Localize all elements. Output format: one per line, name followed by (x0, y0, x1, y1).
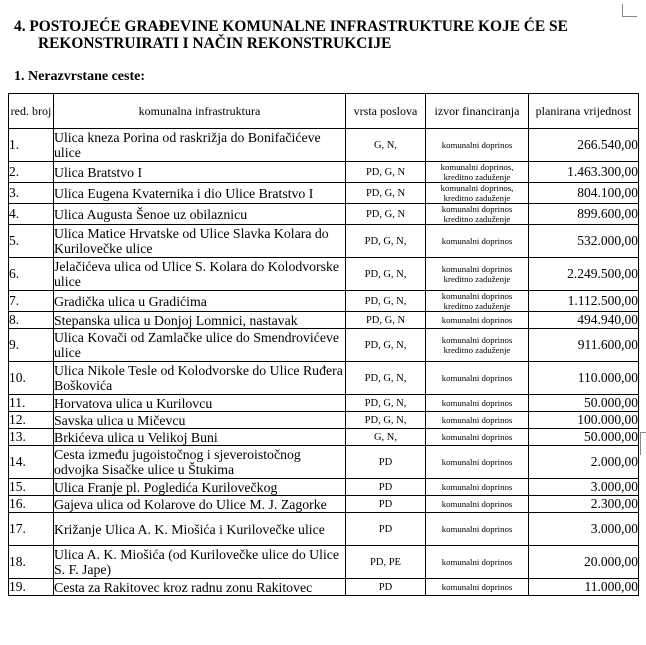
planned-value: 20.000,00 (529, 546, 639, 579)
infrastructure-name: Ulica Augusta Šenoe uz obilaznicu (54, 204, 346, 225)
infrastructure-name: Jelačićeva ulica od Ulice S. Kolara do Kolodvorske ulice (54, 258, 346, 291)
planned-value: 1.463.300,00 (529, 162, 639, 183)
row-number: 4. (9, 204, 54, 225)
row-number: 1. (9, 129, 54, 162)
work-type: PD, G, N, (346, 329, 426, 362)
table-row (9, 579, 639, 596)
funding-source: komunalni doprinos, kreditno zaduženje (426, 162, 529, 183)
row-number: 5. (9, 225, 54, 258)
funding-source: komunalni doprinos (426, 546, 529, 579)
infrastructure-name: Cesta između jugoistočnog i sjeveroistočnog odvojka Sisačke ulice u Štukima (54, 446, 346, 479)
infrastructure-name: Cesta za Rakitovec kroz radnu zonu Rakitovec (54, 579, 346, 596)
work-type: PD, G, N, (346, 291, 426, 312)
table-row (9, 183, 639, 204)
section-heading (14, 18, 634, 52)
table-row (9, 362, 639, 395)
infrastructure-name: Ulica A. K. Miošića (od Kurilovečke ulice do Ulice S. F. Jape) (54, 546, 346, 579)
row-number: 3. (9, 183, 54, 204)
work-type: PD, G, N (346, 204, 426, 225)
row-number: 15. (9, 479, 54, 496)
planned-value: 2.300,00 (529, 496, 639, 513)
planned-value: 110.000,00 (529, 362, 639, 395)
table-row (9, 496, 639, 513)
work-type: PD, G, N (346, 183, 426, 204)
work-type: PD, G, N, (346, 395, 426, 412)
infrastructure-name: Gajeva ulica od Kolarove do Ulice M. J. Zagorke (54, 496, 346, 513)
page-corner-mark (622, 4, 637, 17)
funding-source: komunalni doprinos kreditno zaduženje (426, 291, 529, 312)
header-value: planirana vrijednost (529, 94, 639, 129)
infrastructure-name: Savska ulica u Mičevcu (54, 412, 346, 429)
table-row (9, 291, 639, 312)
funding-source: komunalni doprinos (426, 496, 529, 513)
infrastructure-name: Stepanska ulica u Donjoj Lomnici, nastavak (54, 312, 346, 329)
work-type: PD (346, 479, 426, 496)
planned-value: 266.540,00 (529, 129, 639, 162)
table-row (9, 129, 639, 162)
work-type: PD, G, N, (346, 258, 426, 291)
infrastructure-name: Ulica Matice Hrvatske od Ulice Slavka Kolara do Kurilovečke ulice (54, 225, 346, 258)
work-type: PD (346, 446, 426, 479)
infrastructure-name: Križanje Ulica A. K. Miošića i Kurilovečke ulice (54, 513, 346, 546)
funding-source: komunalni doprinos (426, 395, 529, 412)
work-type: G, N, (346, 429, 426, 446)
funding-source: komunalni doprinos (426, 513, 529, 546)
infrastructure-name: Ulica kneza Porina od raskrižja do Bonifačićeve ulice (54, 129, 346, 162)
header-work: vrsta poslova (346, 94, 426, 129)
work-type: PD, G, N, (346, 225, 426, 258)
work-type: G, N, (346, 129, 426, 162)
table-row (9, 513, 639, 546)
infrastructure-name: Gradička ulica u Gradićima (54, 291, 346, 312)
funding-source: komunalni doprinos, kreditno zaduženje (426, 183, 529, 204)
subsection-heading: 1. Nerazvrstane ceste: (14, 69, 145, 84)
work-type: PD (346, 513, 426, 546)
row-number: 6. (9, 258, 54, 291)
infrastructure-table (8, 93, 639, 596)
table-row (9, 429, 639, 446)
page-edge-mark (640, 432, 646, 455)
funding-source: komunalni doprinos (426, 446, 529, 479)
section-heading-line-2: REKONSTRUIRATI I NAČIN REKONSTRUKCIJE (38, 35, 392, 52)
row-number: 14. (9, 446, 54, 479)
table-header-row (9, 94, 639, 129)
row-number: 16. (9, 496, 54, 513)
row-number: 8. (9, 312, 54, 329)
table-row (9, 329, 639, 362)
planned-value: 494.940,00 (529, 312, 639, 329)
planned-value: 804.100,00 (529, 183, 639, 204)
row-number: 19. (9, 579, 54, 596)
work-type: PD (346, 496, 426, 513)
infrastructure-name: Ulica Eugena Kvaternika i dio Ulice Bratstvo I (54, 183, 346, 204)
section-heading-line-1: 4. POSTOJEĆE GRAĐEVINE KOMUNALNE INFRASTRUKTURE KOJE ĆE SE (14, 18, 568, 35)
header-name: komunalna infrastruktura (54, 94, 346, 129)
table-row (9, 479, 639, 496)
table-row (9, 258, 639, 291)
funding-source: komunalni doprinos (426, 579, 529, 596)
row-number: 9. (9, 329, 54, 362)
infrastructure-name: Ulica Kovači od Zamlačke ulice do Smendrovićeve ulice (54, 329, 346, 362)
header-source: izvor financiranja (426, 94, 529, 129)
work-type: PD (346, 579, 426, 596)
planned-value: 911.600,00 (529, 329, 639, 362)
funding-source: komunalni doprinos (426, 312, 529, 329)
funding-source: komunalni doprinos (426, 362, 529, 395)
work-type: PD, PE (346, 546, 426, 579)
funding-source: komunalni doprinos kreditno zaduženje (426, 204, 529, 225)
row-number: 2. (9, 162, 54, 183)
work-type: PD, G, N (346, 162, 426, 183)
row-number: 11. (9, 395, 54, 412)
planned-value: 50.000,00 (529, 429, 639, 446)
planned-value: 899.600,00 (529, 204, 639, 225)
work-type: PD, G, N, (346, 412, 426, 429)
header-no: red. broj (9, 94, 54, 129)
planned-value: 2.000,00 (529, 446, 639, 479)
infrastructure-name: Ulica Nikole Tesle od Kolodvorske do Ulice Ruđera Boškovića (54, 362, 346, 395)
planned-value: 3.000,00 (529, 513, 639, 546)
table-row (9, 412, 639, 429)
infrastructure-name: Horvatova ulica u Kurilovcu (54, 395, 346, 412)
table-row (9, 446, 639, 479)
row-number: 18. (9, 546, 54, 579)
funding-source: komunalni doprinos (426, 129, 529, 162)
planned-value: 3.000,00 (529, 479, 639, 496)
table-row (9, 312, 639, 329)
row-number: 17. (9, 513, 54, 546)
infrastructure-name: Ulica Franje pl. Pogledića Kurilovečkog (54, 479, 346, 496)
table-row (9, 395, 639, 412)
planned-value: 100.000,00 (529, 412, 639, 429)
infrastructure-name: Ulica Bratstvo I (54, 162, 346, 183)
table-row (9, 546, 639, 579)
row-number: 13. (9, 429, 54, 446)
planned-value: 532.000,00 (529, 225, 639, 258)
infrastructure-name: Brkićeva ulica u Velikoj Buni (54, 429, 346, 446)
funding-source: komunalni doprinos kreditno zaduženje (426, 258, 529, 291)
table-row (9, 204, 639, 225)
planned-value: 1.112.500,00 (529, 291, 639, 312)
row-number: 12. (9, 412, 54, 429)
table-row (9, 162, 639, 183)
table-row (9, 225, 639, 258)
work-type: PD, G, N (346, 312, 426, 329)
planned-value: 50.000,00 (529, 395, 639, 412)
work-type: PD, G, N, (346, 362, 426, 395)
planned-value: 2.249.500,00 (529, 258, 639, 291)
funding-source: komunalni doprinos (426, 225, 529, 258)
row-number: 10. (9, 362, 54, 395)
funding-source: komunalni doprinos kreditno zaduženje (426, 329, 529, 362)
funding-source: komunalni doprinos (426, 479, 529, 496)
row-number: 7. (9, 291, 54, 312)
funding-source: komunalni doprinos (426, 429, 529, 446)
funding-source: komunalni doprinos (426, 412, 529, 429)
planned-value: 11.000,00 (529, 579, 639, 596)
